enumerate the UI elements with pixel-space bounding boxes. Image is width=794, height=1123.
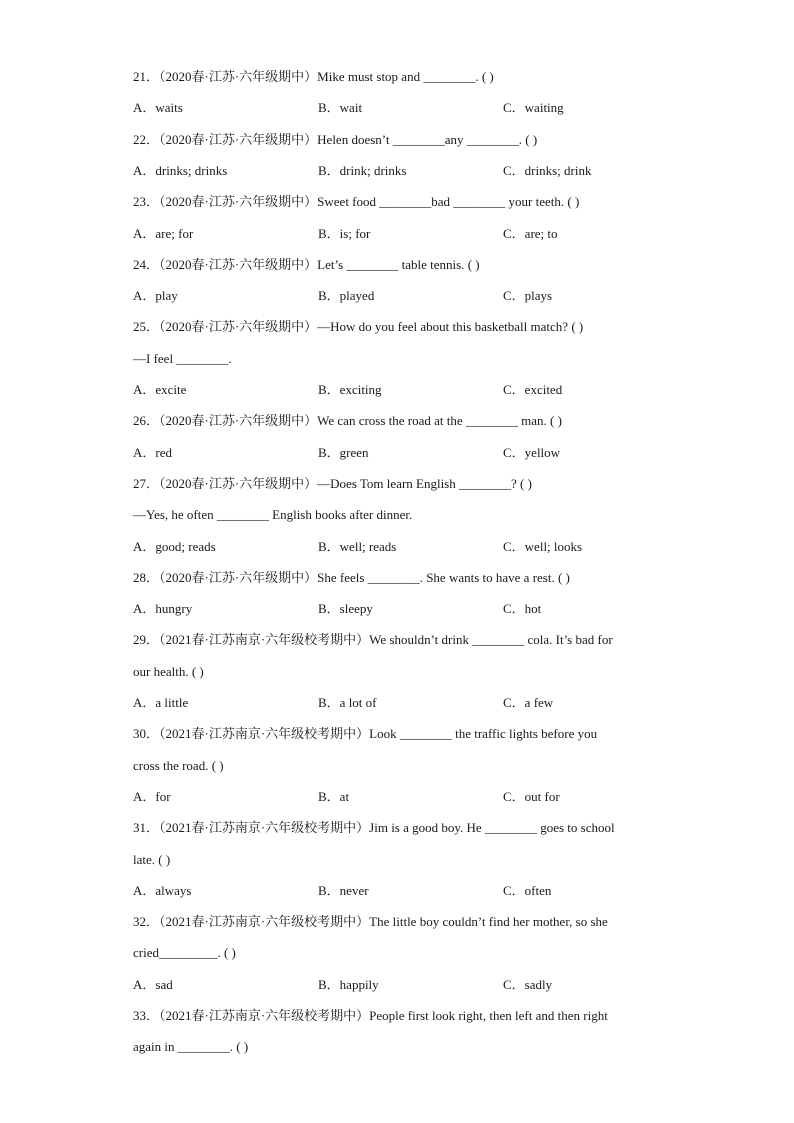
answer-option: A．hungry [133, 601, 193, 617]
question-stem: 23．（2020春·江苏·六年级期中）Sweet food ________bad ________ your teeth. ( ) [133, 194, 580, 210]
question-stem-continuation: again in ________. ( ) [133, 1039, 249, 1055]
answer-option: C．drinks; drink [503, 162, 592, 178]
answer-option: A．good; reads [133, 538, 216, 554]
answer-option: B．wait [318, 100, 363, 116]
question-stem: 28．（2020春·江苏·六年级期中）She feels ________. She wants to have a rest. ( ) [133, 569, 570, 585]
question-stem: 24．（2020春·江苏·六年级期中）Let’s ________ table tennis. ( ) [133, 256, 480, 272]
answer-option: A．are; for [133, 225, 194, 241]
question-stem: 33．（2021春·江苏南京·六年级校考期中）People first look right, then left and then right [133, 1008, 608, 1023]
answer-option: B．sleepy [318, 601, 373, 617]
question-stem: 21．（2020春·江苏·六年级期中）Mike must stop and ________. ( ) [133, 69, 494, 84]
answer-option: A．waits [133, 100, 183, 116]
answer-option: A．play [133, 288, 178, 304]
answer-option: C．well; looks [503, 538, 583, 554]
question-stem-continuation: cried_________. ( ) [133, 945, 236, 961]
answer-option: C．are; to [503, 225, 558, 241]
answer-option: B．never [318, 882, 369, 898]
answer-option: C．a few [503, 695, 554, 710]
answer-option: B．a lot of [318, 695, 377, 710]
answer-option: A．a little [133, 695, 189, 710]
question-stem: 31．（2021春·江苏南京·六年级校考期中）Jim is a good boy. He ________ goes to school [133, 820, 615, 836]
answer-option: B．played [318, 288, 375, 304]
answer-option: B．is; for [318, 225, 371, 241]
answer-option: B．exciting [318, 382, 382, 397]
answer-option: C．hot [503, 601, 542, 617]
answer-option: C．excited [503, 382, 563, 397]
answer-option: B．happily [318, 976, 379, 992]
answer-option: A．for [133, 788, 171, 804]
answer-option: A．excite [133, 382, 187, 397]
answer-option: A．red [133, 444, 172, 460]
answer-option: A．always [133, 882, 192, 898]
answer-option: C．often [503, 882, 552, 898]
answer-option: C．out for [503, 788, 560, 804]
question-stem: 26．（2020春·江苏·六年级期中）We can cross the road at the ________ man. ( ) [133, 413, 562, 429]
question-stem-continuation: our health. ( ) [133, 663, 204, 679]
question-stem: 30．（2021春·江苏南京·六年级校考期中）Look ________ the traffic lights before you [133, 726, 598, 742]
question-stem: 27．（2020春·江苏·六年级期中）—Does Tom learn English ________? ( ) [133, 475, 532, 491]
answer-option: C．yellow [503, 444, 561, 460]
answer-option: C．sadly [503, 976, 553, 992]
answer-option: B．drink; drinks [318, 162, 407, 178]
answer-option: C．waiting [503, 100, 564, 116]
answer-option: B．at [318, 788, 350, 804]
answer-option: C．plays [503, 288, 553, 304]
answer-option: B．green [318, 444, 369, 460]
question-stem: 22．（2020春·江苏·六年级期中）Helen doesn’t ________any ________. ( ) [133, 131, 538, 147]
question-stem-continuation: —I feel ________. [133, 350, 232, 366]
question-stem-continuation: —Yes, he often ________ English books after dinner. [133, 507, 413, 523]
question-stem: 32．（2021春·江苏南京·六年级校考期中）The little boy couldn’t find her mother, so she [133, 914, 608, 930]
question-stem: 25．（2020春·江苏·六年级期中）—How do you feel about this basketball match? ( ) [133, 319, 584, 335]
question-stem-continuation: late. ( ) [133, 851, 171, 867]
answer-option: A．drinks; drinks [133, 162, 228, 178]
answer-option: A．sad [133, 976, 173, 992]
question-stem: 29．（2021春·江苏南京·六年级校考期中）We shouldn’t drink ________ cola. It’s bad for [133, 632, 613, 648]
answer-option: B．well; reads [318, 538, 397, 554]
question-stem-continuation: cross the road. ( ) [133, 757, 224, 773]
